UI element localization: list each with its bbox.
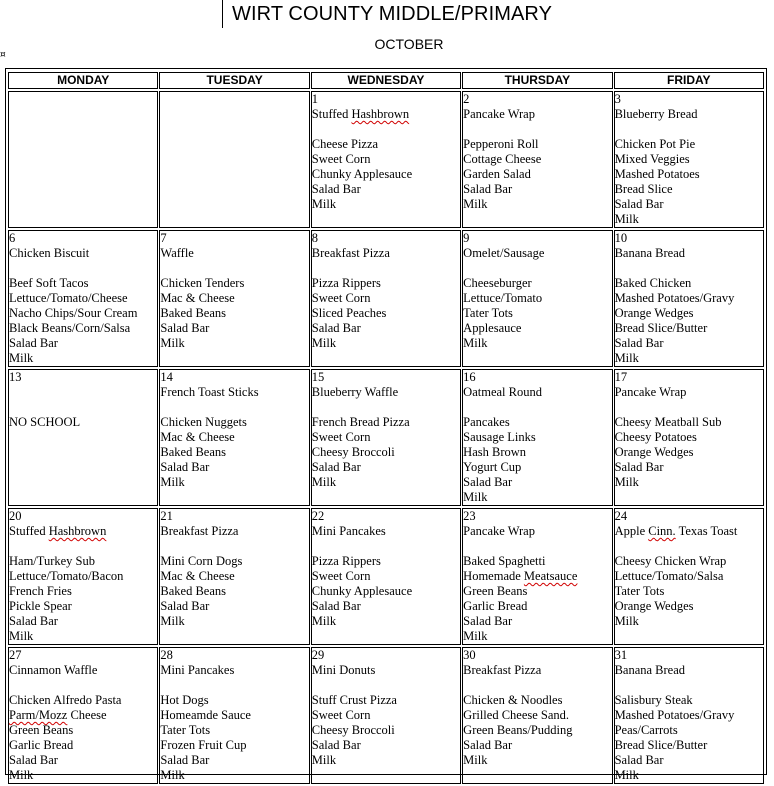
day-number: 8 <box>311 231 319 245</box>
meal-gap <box>160 400 308 415</box>
breakfast-item: Blueberry Bread <box>614 107 698 121</box>
lunch-item: Pizza Rippers <box>311 276 381 290</box>
day-number: 7 <box>160 231 167 245</box>
lunch-item: Stuff Crust Pizza <box>311 693 397 707</box>
lunch-item: Mashed Potatoes <box>614 167 700 181</box>
meal-gap <box>312 261 460 276</box>
lunch-item: Milk <box>463 490 488 504</box>
day-cell <box>159 647 309 784</box>
day-cell <box>614 91 764 228</box>
lunch-item: Milk <box>9 768 34 782</box>
day-number: 27 <box>9 648 22 662</box>
breakfast-item: Mini Pancakes <box>160 663 235 677</box>
lunch-item: Tater Tots <box>463 306 513 320</box>
lunch-item: Milk <box>311 197 337 211</box>
week-row <box>8 508 764 645</box>
lunch-item: Milk <box>463 336 488 350</box>
lunch-item: Salad Bar <box>311 738 361 752</box>
day-cell <box>311 230 461 367</box>
lunch-item: Yogurt Cup <box>463 460 522 474</box>
day-cell <box>462 369 612 506</box>
month-label: OCTOBER <box>374 36 444 52</box>
meal-gap <box>9 539 157 554</box>
week-row <box>8 230 764 367</box>
lunch-item: Milk <box>160 475 185 489</box>
breakfast-item: Breakfast Pizza <box>311 246 390 260</box>
day-cell <box>159 230 309 367</box>
meal-gap <box>312 122 460 137</box>
lunch-item: Cheese Pizza <box>311 137 379 151</box>
lunch-item: Orange Wedges <box>614 306 694 320</box>
lunch-item: French Fries <box>9 584 72 598</box>
week-row <box>8 369 764 506</box>
lunch-item: Sweet Corn <box>311 152 371 166</box>
lunch-item: Frozen Fruit Cup <box>160 738 247 752</box>
lunch-item: Chicken Pot Pie <box>614 137 696 151</box>
meal-gap <box>9 678 157 693</box>
day-number: 20 <box>9 509 22 523</box>
lunch-item: Milk <box>614 351 639 365</box>
lunch-item: Cheesy Meatball Sub <box>614 415 722 429</box>
lunch-item: Pepperoni Roll <box>463 137 539 151</box>
lunch-item: Chunky Applesauce <box>311 167 413 181</box>
day-number: 31 <box>614 648 628 662</box>
lunch-item: Pancakes <box>463 415 510 429</box>
lunch-item: Chicken Tenders <box>160 276 245 290</box>
meal-gap <box>615 400 763 415</box>
day-number: 14 <box>160 370 173 384</box>
lunch-item: Chunky Applesauce <box>311 584 413 598</box>
menu-calendar <box>5 68 767 782</box>
lunch-item: Garlic Bread <box>9 738 74 752</box>
breakfast-item: Pancake Wrap <box>614 385 687 399</box>
lunch-item: Black Beans/Corn/Salsa <box>9 321 131 335</box>
lunch-item: Salad Bar <box>614 753 664 767</box>
day-cell <box>614 508 764 645</box>
day-number: 17 <box>614 370 628 384</box>
day-cell <box>462 508 612 645</box>
lunch-item: Salad Bar <box>9 753 58 767</box>
meal-gap <box>463 539 611 554</box>
lunch-item: Hot Dogs <box>160 693 209 707</box>
day-cell <box>311 508 461 645</box>
breakfast-item: Pancake Wrap <box>463 524 535 538</box>
lunch-item: Milk <box>160 768 185 782</box>
lunch-item: Sliced Peaches <box>311 306 387 320</box>
day-number: 16 <box>463 370 476 384</box>
lunch-item: Milk <box>160 336 185 350</box>
breakfast-item: Chicken Biscuit <box>9 246 90 260</box>
meal-gap <box>160 539 308 554</box>
day-cell <box>462 91 612 228</box>
breakfast-item: Banana Bread <box>614 246 686 260</box>
lunch-item: Tater Tots <box>160 723 211 737</box>
lunch-item: Baked Beans <box>160 584 226 598</box>
day-header-friday: FRIDAY <box>614 72 764 89</box>
lunch-item: Salad Bar <box>614 336 664 350</box>
week-row <box>8 647 764 784</box>
day-cell <box>159 369 309 506</box>
breakfast-item: Pancake Wrap <box>463 107 535 121</box>
breakfast-item: Omelet/Sausage <box>463 246 545 260</box>
lunch-item: Salad Bar <box>614 197 664 211</box>
lunch-item: Baked Beans <box>160 306 226 320</box>
lunch-item: Grilled Cheese Sand. <box>463 708 570 722</box>
breakfast-item: Stuffed Hashbrown <box>9 524 107 538</box>
day-number: 22 <box>311 509 325 523</box>
lunch-item: Salad Bar <box>463 475 513 489</box>
lunch-item: Salad Bar <box>9 614 58 628</box>
lunch-item: Milk <box>614 212 639 226</box>
lunch-item: Beef Soft Tacos <box>9 276 89 290</box>
lunch-item: Milk <box>614 475 639 489</box>
breakfast-item: Apple Cinn. Texas Toast <box>614 524 738 538</box>
lunch-item: Salad Bar <box>311 321 361 335</box>
day-number: 24 <box>614 509 628 523</box>
lunch-item: Salad Bar <box>160 460 210 474</box>
lunch-item: Green Beans <box>463 584 528 598</box>
breakfast-empty <box>9 385 157 400</box>
lunch-item: Green Beans/Pudding <box>463 723 573 737</box>
meal-gap <box>615 539 763 554</box>
lunch-item: Baked Spaghetti <box>463 554 546 568</box>
lunch-item: Salad Bar <box>311 460 361 474</box>
lunch-item: Ham/Turkey Sub <box>9 554 96 568</box>
lunch-item: Nacho Chips/Sour Cream <box>9 306 138 320</box>
meal-gap <box>615 678 763 693</box>
day-number: 28 <box>160 648 173 662</box>
lunch-item: Mac & Cheese <box>160 569 235 583</box>
day-number: 9 <box>463 231 470 245</box>
lunch-item: Cheesy Chicken Wrap <box>614 554 727 568</box>
lunch-item: Sausage Links <box>463 430 536 444</box>
lunch-item: Salad Bar <box>463 614 513 628</box>
lunch-item: Garden Salad <box>463 167 531 181</box>
day-cell <box>8 91 158 228</box>
lunch-item: NO SCHOOL <box>9 415 81 429</box>
meal-gap <box>160 678 308 693</box>
meal-gap <box>615 261 763 276</box>
lunch-item: Peas/Carrots <box>614 723 678 737</box>
lunch-item: Cheesy Potatoes <box>614 430 697 444</box>
lunch-item: Chicken & Noodles <box>463 693 563 707</box>
lunch-item: Pizza Rippers <box>311 554 381 568</box>
day-header-monday: MONDAY <box>8 72 158 89</box>
day-header-row <box>8 72 764 89</box>
lunch-item: Sweet Corn <box>311 430 371 444</box>
lunch-item: Cheesy Broccoli <box>311 445 395 459</box>
day-header-thursday: THURSDAY <box>462 72 612 89</box>
day-cell <box>311 647 461 784</box>
lunch-item: Mac & Cheese <box>160 430 235 444</box>
lunch-item: Milk <box>311 336 337 350</box>
lunch-item: Salad Bar <box>160 321 210 335</box>
meal-gap <box>312 400 460 415</box>
spelling-flag: Hashbrown <box>351 107 410 121</box>
lunch-item: Milk <box>614 768 639 782</box>
lunch-item: Lettuce/Tomato/Salsa <box>614 569 724 583</box>
lunch-item: Tater Tots <box>614 584 665 598</box>
breakfast-item: Oatmeal Round <box>463 385 542 399</box>
day-number: 6 <box>9 231 16 245</box>
breakfast-item: Cinnamon Waffle <box>9 663 98 677</box>
day-cell <box>311 91 461 228</box>
day-number: 29 <box>311 648 325 662</box>
breakfast-item: French Toast Sticks <box>160 385 259 399</box>
lunch-item: Milk <box>463 753 488 767</box>
day-cell <box>462 647 612 784</box>
lunch-item: Bread Slice/Butter <box>614 738 708 752</box>
day-number: 15 <box>311 370 325 384</box>
lunch-item: Lettuce/Tomato/Cheese <box>9 291 128 305</box>
lunch-item: Sweet Corn <box>311 291 371 305</box>
day-cell <box>614 369 764 506</box>
meal-gap <box>9 400 157 415</box>
day-number: 30 <box>463 648 476 662</box>
lunch-item: Salad Bar <box>160 599 210 613</box>
lunch-item: Cheesy Broccoli <box>311 723 395 737</box>
lunch-item: Baked Chicken <box>614 276 692 290</box>
day-number: 3 <box>614 92 621 106</box>
meal-gap <box>160 261 308 276</box>
day-cell <box>8 369 158 506</box>
lunch-item: Green Beans <box>9 723 74 737</box>
meal-gap <box>312 678 460 693</box>
meal-gap <box>463 400 611 415</box>
lunch-item: Milk <box>9 351 34 365</box>
page-title: WIRT COUNTY MIDDLE/PRIMARY <box>232 3 553 25</box>
day-cell <box>159 508 309 645</box>
lunch-item: Salad Bar <box>9 336 58 350</box>
lunch-item: Bread Slice/Butter <box>614 321 708 335</box>
breakfast-item: Stuffed Hashbrown <box>311 107 410 121</box>
lunch-item: Mashed Potatoes/Gravy <box>614 708 735 722</box>
meal-gap <box>463 678 611 693</box>
day-cell <box>311 369 461 506</box>
calendar-table <box>7 70 765 786</box>
lunch-item: Chicken Alfredo Pasta <box>9 693 122 707</box>
day-header-tuesday: TUESDAY <box>159 72 309 89</box>
day-cell <box>614 647 764 784</box>
lunch-item: Milk <box>463 197 488 211</box>
meal-gap <box>312 539 460 554</box>
day-number: 1 <box>311 92 319 106</box>
lunch-item: Lettuce/Tomato/Bacon <box>9 569 124 583</box>
lunch-item: Salad Bar <box>614 460 664 474</box>
day-number: 21 <box>160 509 173 523</box>
lunch-item: Milk <box>9 629 34 643</box>
lunch-item: Milk <box>463 629 488 643</box>
spelling-flag: Meatsauce <box>523 569 578 583</box>
breakfast-item: Banana Bread <box>614 663 686 677</box>
day-cell <box>8 230 158 367</box>
lunch-item: Cheeseburger <box>463 276 532 290</box>
lunch-item: Homemade Meatsauce <box>463 569 578 583</box>
day-header-wednesday: WEDNESDAY <box>311 72 461 89</box>
lunch-item: Salad Bar <box>463 182 513 196</box>
spelling-flag: Hashbrown <box>48 524 107 538</box>
meal-gap <box>463 261 611 276</box>
day-cell <box>462 230 612 367</box>
lunch-item: Orange Wedges <box>614 599 694 613</box>
day-number: 2 <box>463 92 470 106</box>
lunch-item: Orange Wedges <box>614 445 694 459</box>
meal-gap <box>615 122 763 137</box>
breakfast-item: Breakfast Pizza <box>463 663 542 677</box>
day-number: 23 <box>463 509 476 523</box>
lunch-item: Chicken Nuggets <box>160 415 247 429</box>
lunch-item: Salad Bar <box>463 738 513 752</box>
breakfast-item: Blueberry Waffle <box>311 385 399 399</box>
lunch-item: Milk <box>614 614 639 628</box>
meal-gap <box>9 261 157 276</box>
lunch-item: French Bread Pizza <box>311 415 410 429</box>
lunch-item: Milk <box>311 475 337 489</box>
lunch-item: Salad Bar <box>160 753 210 767</box>
spelling-flag: Parm/Mozz <box>9 708 68 722</box>
breakfast-item: Waffle <box>160 246 194 260</box>
day-cell <box>8 647 158 784</box>
breakfast-item: Mini Donuts <box>311 663 376 677</box>
lunch-item: Milk <box>311 614 337 628</box>
lunch-item: Sweet Corn <box>311 708 371 722</box>
lunch-item: Salad Bar <box>311 599 361 613</box>
lunch-item: Sweet Corn <box>311 569 371 583</box>
lunch-item: Milk <box>160 614 185 628</box>
lunch-item: Mini Corn Dogs <box>160 554 243 568</box>
lunch-item: Baked Beans <box>160 445 226 459</box>
lunch-item: Lettuce/Tomato <box>463 291 543 305</box>
day-number: 13 <box>9 370 22 384</box>
lunch-item: Milk <box>311 753 337 767</box>
lunch-item: Cottage Cheese <box>463 152 542 166</box>
lunch-item: Parm/Mozz Cheese <box>9 708 107 722</box>
lunch-item: Applesauce <box>463 321 522 335</box>
lunch-item: Mashed Potatoes/Gravy <box>614 291 735 305</box>
lunch-item: Mixed Veggies <box>614 152 690 166</box>
week-row <box>8 91 764 228</box>
anchor-mark-icon: ¤ <box>0 50 6 60</box>
day-cell <box>8 508 158 645</box>
lunch-item: Salisbury Steak <box>614 693 693 707</box>
meal-gap <box>463 122 611 137</box>
lunch-item: Mac & Cheese <box>160 291 235 305</box>
breakfast-item: Mini Pancakes <box>311 524 386 538</box>
header-divider-line <box>222 0 223 28</box>
day-cell <box>159 91 309 228</box>
lunch-item: Pickle Spear <box>9 599 72 613</box>
lunch-item: Bread Slice <box>614 182 673 196</box>
lunch-item: Garlic Bread <box>463 599 528 613</box>
lunch-item: Hash Brown <box>463 445 527 459</box>
lunch-item: Homeamde Sauce <box>160 708 251 722</box>
day-number: 10 <box>614 231 628 245</box>
spelling-flag: Cinn. <box>648 524 676 538</box>
breakfast-item: Breakfast Pizza <box>160 524 239 538</box>
lunch-item: Salad Bar <box>311 182 361 196</box>
day-cell <box>614 230 764 367</box>
